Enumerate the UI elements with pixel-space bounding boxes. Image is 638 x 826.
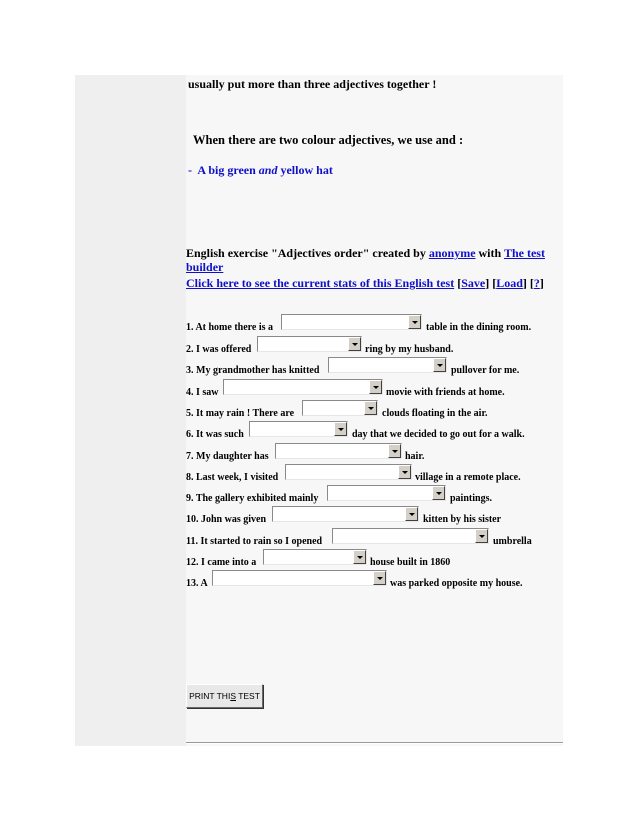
question-text-before: 6. It was such — [186, 429, 244, 440]
question-text-after: hair. — [405, 451, 425, 462]
question-row — [186, 314, 566, 336]
question-text-before: 9. The gallery exhibited mainly — [186, 493, 319, 504]
question-text-after: table in the dining room. — [426, 322, 532, 333]
question-row — [186, 443, 566, 465]
question-text-after: was parked opposite my house. — [390, 578, 523, 589]
dropdown-arrow-icon[interactable] — [334, 422, 347, 436]
question-row — [186, 421, 566, 443]
question-text-before: 2. I was offered — [186, 344, 252, 355]
question-row — [186, 379, 566, 401]
answer-dropdown[interactable] — [249, 421, 348, 437]
bottom-divider — [186, 742, 563, 744]
question-row — [186, 357, 566, 379]
question-text-after: kitten by his sister — [423, 514, 502, 525]
answer-dropdown[interactable] — [281, 314, 422, 330]
dropdown-arrow-icon[interactable] — [364, 401, 377, 415]
question-text-before: 4. I saw — [186, 387, 219, 398]
dropdown-arrow-icon[interactable] — [388, 444, 401, 458]
answer-dropdown[interactable] — [302, 400, 378, 416]
question-row — [186, 464, 566, 486]
example-dash: - — [188, 163, 192, 177]
help-link[interactable]: ? — [533, 276, 540, 290]
dropdown-arrow-icon[interactable] — [369, 380, 382, 394]
answer-dropdown[interactable] — [327, 485, 446, 501]
question-text-before: 10. John was given — [186, 514, 267, 525]
save-link[interactable]: Save — [461, 276, 486, 290]
question-row — [186, 528, 566, 550]
dropdown-arrow-icon[interactable] — [348, 337, 361, 351]
question-text-after: movie with friends at home. — [386, 387, 505, 398]
question-text-after: village in a remote place. — [415, 472, 521, 483]
dropdown-arrow-icon[interactable] — [353, 550, 366, 564]
question-row — [186, 506, 566, 528]
answer-dropdown[interactable] — [223, 379, 383, 395]
dropdown-arrow-icon[interactable] — [373, 571, 386, 585]
colour-rule-text: When there are two colour adjectives, we use and : — [193, 133, 464, 147]
example-line — [188, 163, 333, 178]
stats-line: Click here to see the current stats of this English test [Save] [Load] [?] — [186, 276, 544, 290]
question-text-after: day that we decided to go out for a walk. — [352, 429, 525, 440]
question-text-after: clouds floating in the air. — [382, 408, 488, 419]
answer-dropdown[interactable] — [332, 528, 489, 544]
answer-dropdown[interactable] — [285, 464, 412, 480]
created-with: with — [478, 246, 502, 260]
question-row — [186, 549, 566, 571]
example-after: yellow hat — [280, 163, 333, 177]
answer-dropdown[interactable] — [257, 336, 362, 352]
test-builder-link[interactable]: The test builder — [186, 246, 545, 274]
load-link[interactable]: Load — [496, 276, 523, 290]
stats-link[interactable]: Click here to see the current stats of this English test — [186, 276, 455, 290]
question-text-after: ring by my husband. — [365, 344, 454, 355]
created-prefix: English exercise "Adjectives order" created by — [186, 246, 426, 260]
question-row — [186, 336, 566, 358]
question-row — [186, 570, 566, 592]
question-text-after: umbrella — [493, 536, 532, 547]
dropdown-arrow-icon[interactable] — [475, 529, 488, 543]
example-before: A big green — [197, 163, 256, 177]
answer-dropdown[interactable] — [328, 357, 447, 373]
question-text-after: pullover for me. — [451, 365, 520, 376]
left-margin-band — [75, 75, 186, 746]
question-text-before: 3. My grandmother has knitted — [186, 365, 320, 376]
answer-dropdown[interactable] — [272, 506, 419, 522]
question-text-before: 7. My daughter has — [186, 451, 269, 462]
question-text-after: house built in 1860 — [370, 557, 451, 568]
question-text-before: 5. It may rain ! There are — [186, 408, 295, 419]
question-row — [186, 485, 566, 507]
created-by-line — [186, 246, 562, 274]
question-text-before: 13. A — [186, 578, 208, 589]
answer-dropdown[interactable] — [212, 570, 387, 586]
intro-text: usually put more than three adjectives together ! — [188, 77, 437, 91]
question-text-before: 1. At home there is a — [186, 322, 274, 333]
dropdown-arrow-icon[interactable] — [408, 315, 421, 329]
question-text-before: 12. I came into a — [186, 557, 257, 568]
dropdown-arrow-icon[interactable] — [405, 507, 418, 521]
print-test-button[interactable]: PRINT THIS TEST — [186, 684, 263, 708]
answer-dropdown[interactable] — [275, 443, 402, 459]
question-row — [186, 400, 566, 422]
author-link[interactable]: anonyme — [428, 246, 476, 260]
dropdown-arrow-icon[interactable] — [398, 465, 411, 479]
question-text-before: 11. It started to rain so I opened — [186, 536, 323, 547]
question-text-after: paintings. — [450, 493, 492, 504]
dropdown-arrow-icon[interactable] — [432, 486, 445, 500]
question-text-before: 8. Last week, I visited — [186, 472, 279, 483]
dropdown-arrow-icon[interactable] — [433, 358, 446, 372]
example-and: and — [258, 163, 278, 177]
answer-dropdown[interactable] — [263, 549, 367, 565]
